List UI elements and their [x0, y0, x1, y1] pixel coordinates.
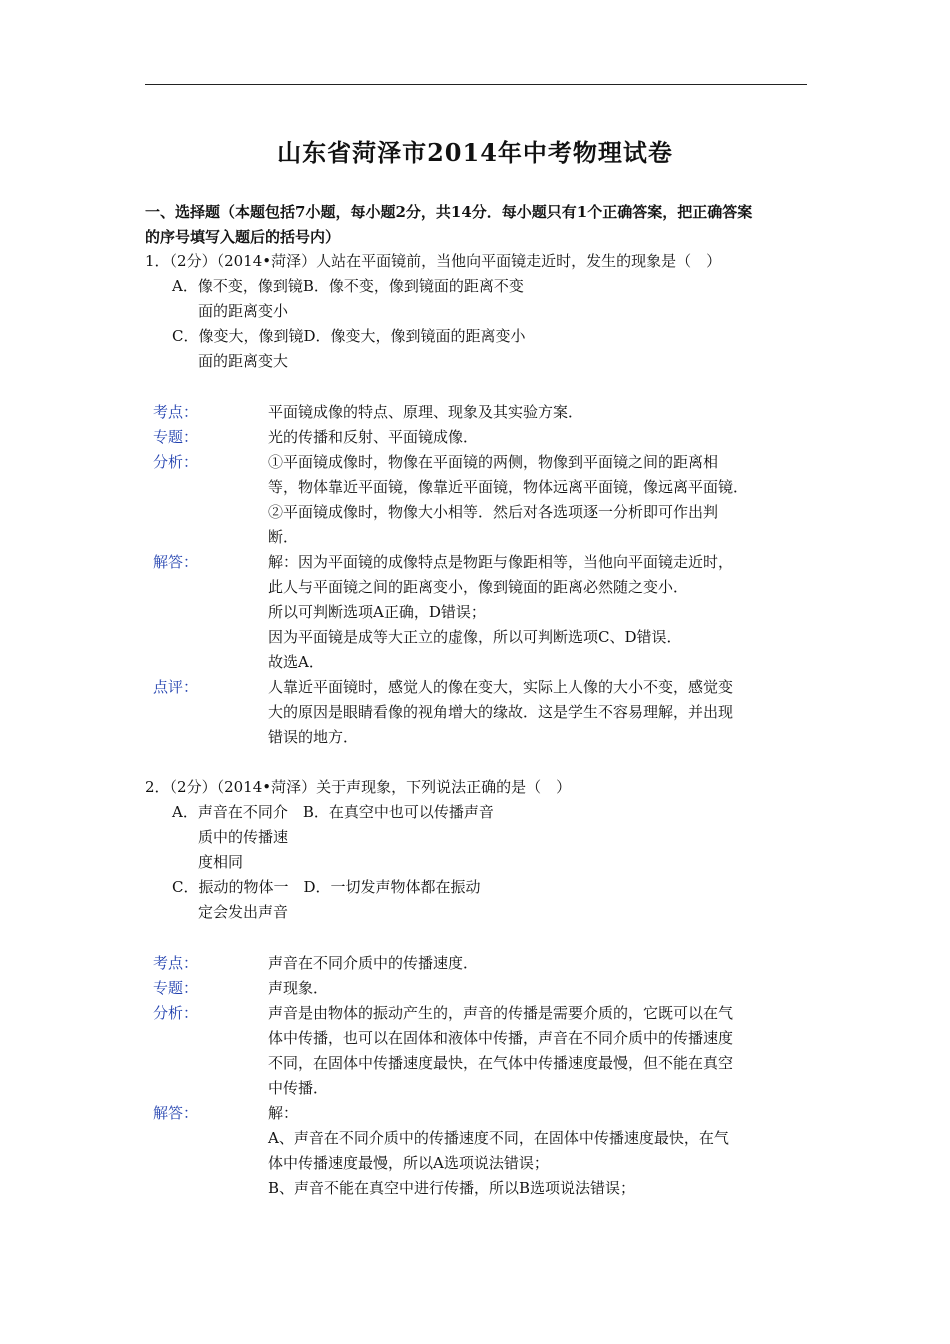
q2-fenxi-line: 声音是由物体的振动产生的，声音的传播是需要介质的，它既可以在气	[268, 1004, 734, 1022]
q1-dianping-line: 错误的地方．	[268, 728, 359, 746]
page-title: 山东省菏泽市2014年中考物理试卷	[277, 138, 673, 167]
q1-dianping-line: 大的原因是眼睛看像的视角增大的缘故．这是学生不容易理解，并出现	[268, 703, 734, 721]
header-rule	[145, 84, 807, 85]
q2-zhuanti-label: 专题：	[153, 979, 199, 997]
q2-jieda-line: B、声音不能在真空中进行传播，所以B选项说法错误；	[268, 1179, 636, 1197]
question-2-options-cd-cont: 定会发出声音	[198, 903, 289, 921]
q1-fenxi-line: 断．	[268, 528, 299, 546]
section-heading-line: 一、选择题（本题包括7小题，每小题2分，共14分．每小题只有1个正确答案，把正确答案	[145, 203, 753, 221]
question-1-options-ab-cont: 面的距离变小	[198, 302, 289, 320]
q2-fenxi-line: 中传播．	[268, 1079, 329, 1097]
q2-fenxi-line: 体中传播，也可以在固体和液体中传播，声音在不同介质中的传播速度	[268, 1029, 734, 1047]
q2-jieda-label: 解答：	[153, 1104, 199, 1122]
question-2-options-ab-cont: 度相同	[198, 853, 244, 871]
section-heading	[145, 200, 815, 250]
q2-fenxi-line: 不同，在固体中传播速度最快，在气体中传播速度最慢，但不能在真空	[268, 1054, 734, 1072]
q1-fenxi-label: 分析：	[153, 453, 199, 471]
q2-kaodian-text: 声音在不同介质中的传播速度．	[268, 954, 479, 972]
q1-jieda-label: 解答：	[153, 553, 199, 571]
q1-jieda-line: 此人与平面镜之间的距离变小，像到镜面的距离必然随之变小．	[268, 578, 689, 596]
question-2-options-ab-cont: 质中的传播速	[198, 828, 289, 846]
q2-zhuanti-text: 声现象．	[268, 979, 329, 997]
question-1-options-cd: C．像变大，像到镜D．像变大，像到镜面的距离变小	[172, 327, 526, 345]
section-heading-line: 的序号填写入题后的括号内）	[145, 228, 341, 246]
q1-jieda-line: 因为平面镜是成等大正立的虚像，所以可判断选项C、D错误．	[268, 628, 682, 646]
question-1-options-cd-cont: 面的距离变大	[198, 352, 289, 370]
q2-fenxi-label: 分析：	[153, 1004, 199, 1022]
q1-dianping-label: 点评：	[153, 678, 199, 696]
q1-jieda-line: 解：因为平面镜的成像特点是物距与像距相等，当他向平面镜走近时，	[268, 553, 734, 571]
q1-kaodian-label: 考点：	[153, 403, 199, 421]
q1-jieda-line: 故选A．	[268, 653, 324, 671]
q2-jieda-line: 体中传播速度最慢，所以A选项说法错误；	[268, 1154, 549, 1172]
q1-fenxi-line: ②平面镜成像时，物像大小相等．然后对各选项逐一分析即可作出判	[268, 503, 719, 521]
q1-zhuanti-text: 光的传播和反射、平面镜成像．	[268, 428, 479, 446]
question-2-options-cd: C．振动的物体一 D．一切发声物体都在振动	[172, 878, 481, 896]
q1-dianping-line: 人靠近平面镜时，感觉人的像在变大，实际上人像的大小不变，感觉变	[268, 678, 734, 696]
q1-fenxi-line: 等，物体靠近平面镜，像靠近平面镜，物体远离平面镜，像远离平面镜．	[268, 478, 749, 496]
q1-jieda-line: 所以可判断选项A正确，D错误；	[268, 603, 486, 621]
question-2-stem: 2．（2分）（2014•菏泽）关于声现象，下列说法正确的是（ ）	[145, 778, 572, 796]
question-2-options-ab: A．声音在不同介 B．在真空中也可以传播声音	[172, 803, 494, 821]
question-1-options-ab: A．像不变，像到镜B．像不变，像到镜面的距离不变	[172, 277, 524, 295]
q1-kaodian-text: 平面镜成像的特点、原理、现象及其实验方案．	[268, 403, 584, 421]
question-1-stem: 1．（2分）（2014•菏泽）人站在平面镜前，当他向平面镜走近时，发生的现象是（ ）	[145, 252, 722, 270]
q2-kaodian-label: 考点：	[153, 954, 199, 972]
q1-fenxi-line: ①平面镜成像时，物像在平面镜的两侧，物像到平面镜之间的距离相	[268, 453, 719, 471]
q2-jieda-line: 解：	[268, 1104, 299, 1122]
q2-jieda-line: A、声音在不同介质中的传播速度不同，在固体中传播速度最快，在气	[268, 1129, 729, 1147]
q1-zhuanti-label: 专题：	[153, 428, 199, 446]
